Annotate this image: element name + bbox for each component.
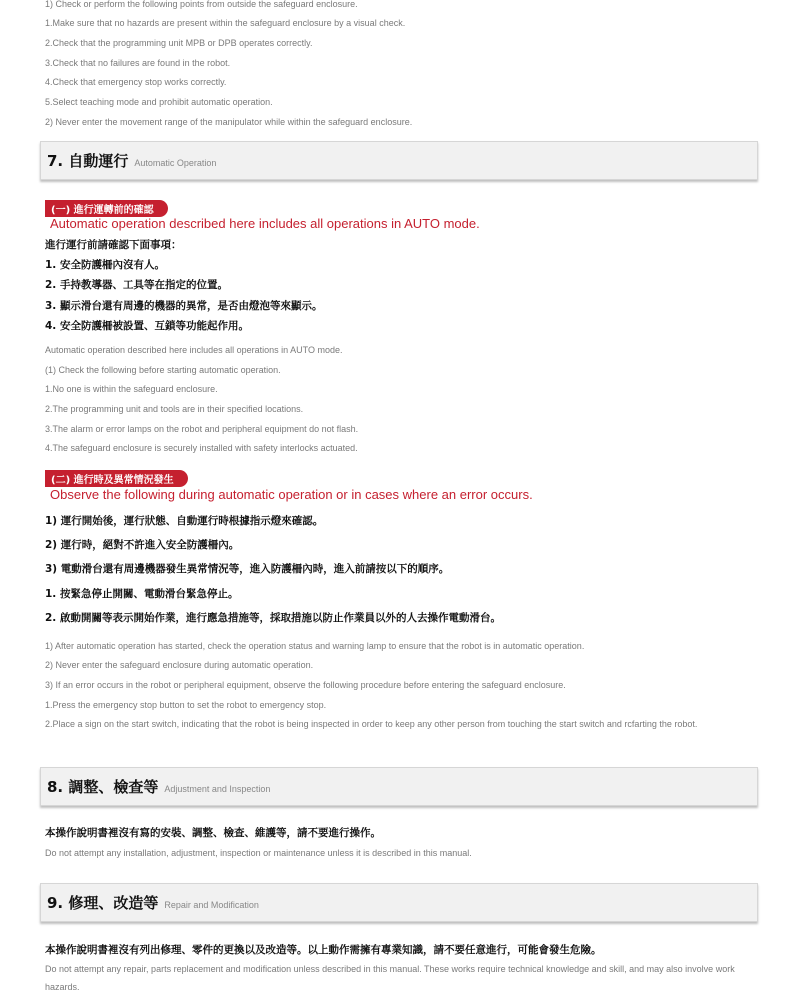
sub2-red-subtitle: Observe the following during automatic operation or in cases where an error occurs. — [50, 487, 533, 502]
sub2-zh-line-4: 1. 按緊急停止開關、電動滑台緊急停止。 — [45, 588, 239, 600]
sub2-en-line-2: 2) Never enter the safeguard enclosure during automatic operation. — [45, 660, 314, 670]
section-9-header — [40, 883, 758, 922]
sub1-zh-line-4: 3. 顯示滑台還有周邊的機器的異常，是否由燈泡等來顯示。 — [45, 300, 323, 312]
sub1-red-subtitle: Automatic operation described here includes all operations in AUTO mode. — [50, 216, 480, 231]
top-line-3: 2.Check that the programming unit MPB or DPB operates correctly. — [45, 38, 313, 48]
sub2-en-wrap: 2.Place a sign on the start switch, indicating that the robot is being inspected in order to keep any other person from touching the start switch and rcfarting the robot. — [45, 719, 698, 729]
section-8-header — [40, 767, 758, 806]
top-line-6: 5.Select teaching mode and prohibit automatic operation. — [45, 97, 273, 107]
sub2-pill: (二) 進行時及異常情況發生 — [45, 470, 188, 487]
sub1-en-line-5: 3.The alarm or error lamps on the robot and peripheral equipment do not flash. — [45, 424, 359, 434]
sub1-zh-line-5: 4. 安全防護柵被設置、互鎖等功能起作用。 — [45, 320, 249, 332]
section-8-zh-line: 本操作說明書裡沒有寫的安裝、調整、檢查、維護等，請不要進行操作。 — [45, 827, 381, 839]
top-line-4: 3.Check that no failures are found in the robot. — [45, 58, 231, 68]
sub1-zh-line-3: 2. 手持教導器、工具等在指定的位置。 — [45, 279, 228, 291]
sub2-en-line-1: 1) After automatic operation has started, check the operation status and warning lamp to ensure that the robot is in automatic operation. — [45, 641, 585, 651]
section-7-title: 7. 自動運行 — [47, 152, 129, 170]
section-8-en-line: Do not attempt any installation, adjustment, inspection or maintenance unless it is described in this manual. — [45, 848, 472, 858]
section-9-en-wrap: Do not attempt any repair, parts replacement and modification unless described in this manual. These works require technical knowledge and skill, and may also involve work hazards. — [45, 964, 735, 992]
section-8-title: 8. 調整、檢查等 — [47, 778, 159, 796]
top-line-7: 2) Never enter the movement range of the manipulator while within the safeguard enclosure. — [45, 117, 413, 127]
top-line-2: 1.Make sure that no hazards are present within the safeguard enclosure by a visual check. — [45, 18, 406, 28]
sub1-en-line-1: Automatic operation described here includes all operations in AUTO mode. — [45, 345, 343, 355]
section-7-en-title: Automatic Operation — [134, 158, 217, 168]
sub1-pill: (一) 進行運轉前的確認 — [45, 200, 168, 217]
sub1-en-line-4: 2.The programming unit and tools are in their specified locations. — [45, 404, 304, 414]
section-7-header — [40, 141, 758, 180]
section-9-en-title: Repair and Modification — [164, 900, 259, 910]
sub2-en-line-4: 1.Press the emergency stop button to set the robot to emergency stop. — [45, 700, 327, 710]
sub1-en-line-3: 1.No one is within the safeguard enclosure. — [45, 384, 218, 394]
sub2-en-line-3: 3) If an error occurs in the robot or peripheral equipment, observe the following procedure before entering the safeguard enclosure. — [45, 680, 566, 690]
top-line-5: 4.Check that emergency stop works correctly. — [45, 77, 227, 87]
sub1-en-line-6: 4.The safeguard enclosure is securely installed with safety interlocks actuated. — [45, 443, 358, 453]
sub1-en-line-2: (1) Check the following before starting automatic operation. — [45, 365, 281, 375]
sub2-zh-line-2: 2) 運行時，絕對不許進入安全防護柵內。 — [45, 539, 240, 551]
sub2-zh-line-5: 2. 啟動開關等表示開始作業，進行應急措施等，採取措施以防止作業員以外的人去操作電動滑台。 — [45, 612, 501, 624]
section-9-zh-line: 本操作說明書裡沒有列出修理、零件的更換以及改造等。以上動作需擁有專業知識，請不要任意進行，可能會發生危險。 — [45, 944, 602, 956]
top-line-1: 1) Check or perform the following points from outside the safeguard enclosure. — [45, 0, 358, 9]
sub1-zh-line-1: 進行運行前請確認下面事項： — [45, 239, 182, 251]
sub2-zh-line-1: 1) 運行開始後，運行狀態、自動運行時根據指示燈來確認。 — [45, 515, 324, 527]
sub2-zh-line-3: 3) 電動滑台還有周邊機器發生異常情況等，進入防護柵內時，進入前請按以下的順序。 — [45, 563, 450, 575]
section-9-title: 9. 修理、改造等 — [47, 894, 159, 912]
section-8-en-title: Adjustment and Inspection — [164, 784, 271, 794]
sub1-zh-line-2: 1. 安全防護柵內沒有人。 — [45, 259, 165, 271]
